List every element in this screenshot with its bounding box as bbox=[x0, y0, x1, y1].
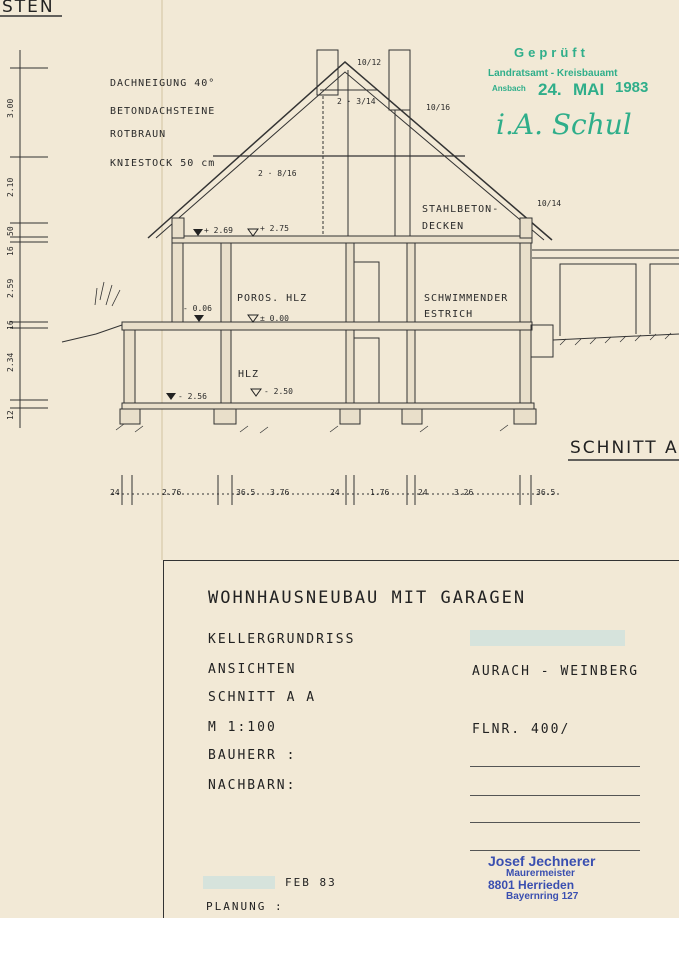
label-stahlbeton: STAHLBETON- bbox=[422, 204, 500, 215]
planung-label: PLANUNG : bbox=[206, 900, 284, 913]
dim-v-3: 50 bbox=[6, 226, 15, 236]
parcel-number: FLNR. 400/ bbox=[472, 722, 571, 737]
dim-h-1: 24 bbox=[110, 488, 120, 497]
chimney-left bbox=[317, 50, 338, 95]
stamp-day: 24. bbox=[538, 80, 562, 99]
dim-v-1: 3.00 bbox=[6, 98, 15, 118]
chimney-right bbox=[389, 50, 410, 110]
item-kellergrundriss: KELLERGRUNDRISS bbox=[208, 632, 356, 647]
level-minus-2-50: - 2.50 bbox=[264, 387, 293, 396]
timber-10-12: 10/12 bbox=[357, 58, 382, 67]
project-title: WOHNHAUSNEUBAU MIT GARAGEN bbox=[208, 588, 527, 608]
item-schnitt: SCHNITT A A bbox=[208, 690, 317, 705]
dim-h-8: 3.26 bbox=[454, 488, 474, 497]
roof-note-tiles: BETONDACHSTEINE bbox=[110, 106, 216, 117]
timber-2-3-14: 2 · 3/14 bbox=[337, 97, 376, 106]
level-plus-2-69: + 2.69 bbox=[204, 226, 233, 235]
dim-h-9: 36.5 bbox=[536, 488, 556, 497]
label-schwimmender: SCHWIMMENDER bbox=[424, 293, 509, 304]
ground-floor-walls bbox=[172, 243, 531, 323]
stamp-title: Geprüft bbox=[514, 45, 589, 60]
location: AURACH - WEINBERG bbox=[472, 664, 640, 679]
redacted-date bbox=[203, 876, 275, 889]
blank-line-4 bbox=[470, 850, 640, 851]
dim-h-6: 1.76 bbox=[370, 488, 390, 497]
level-minus-0-06: - 0.06 bbox=[183, 304, 212, 313]
item-nachbarn: NACHBARN: bbox=[208, 778, 297, 793]
stamp-month: MAI bbox=[573, 80, 605, 99]
corner-text: STEN bbox=[2, 0, 55, 17]
timber-10-14: 10/14 bbox=[537, 199, 562, 208]
foundation bbox=[120, 403, 536, 424]
attic-slab bbox=[172, 236, 532, 243]
dim-v-6: 16 bbox=[6, 320, 15, 330]
approval-stamp bbox=[488, 45, 648, 141]
ground-line bbox=[62, 282, 679, 433]
dim-v-7: 2.34 bbox=[6, 352, 15, 372]
dim-h-2: 2.76 bbox=[162, 488, 182, 497]
dim-v-8: 12 bbox=[6, 410, 15, 420]
planner-title: Maurermeister bbox=[506, 867, 575, 879]
dim-v-2: 2.10 bbox=[6, 177, 15, 197]
planner-stamp bbox=[488, 854, 638, 902]
blank-line-2 bbox=[470, 795, 640, 796]
stamp-city: Ansbach bbox=[492, 84, 526, 93]
dim-v-4: 16 bbox=[6, 246, 15, 256]
section-label: SCHNITT A bbox=[570, 438, 679, 458]
item-ansichten: ANSICHTEN bbox=[208, 662, 297, 677]
planner-street: Bayernring 127 bbox=[506, 890, 579, 902]
timber-2-8-16: 2 · 8/16 bbox=[258, 169, 297, 178]
ground-floor-slab bbox=[122, 322, 532, 330]
level-pm-0-00: ± 0.00 bbox=[260, 314, 289, 323]
dim-h-5: 24 bbox=[330, 488, 340, 497]
stamp-office: Landratsamt - Kreisbauamt bbox=[488, 68, 618, 79]
dim-v-5: 2.59 bbox=[6, 278, 15, 298]
plan-date: FEB 83 bbox=[285, 876, 337, 889]
label-estrich: ESTRICH bbox=[424, 309, 474, 320]
planner-name: Josef Jechnerer bbox=[488, 853, 596, 869]
label-poros-hlz: POROS. HLZ bbox=[237, 293, 308, 304]
dim-h-7: 24 bbox=[418, 488, 428, 497]
stamp-year: 1983 bbox=[615, 79, 649, 96]
dim-h-4: 3.76 bbox=[270, 488, 290, 497]
blank-line-1 bbox=[470, 766, 640, 767]
label-hlz: HLZ bbox=[238, 369, 260, 380]
horizontal-dimension-chain bbox=[110, 475, 560, 505]
level-minus-2-56: - 2.56 bbox=[178, 392, 207, 401]
roof-note-color: ROTBRAUN bbox=[110, 129, 167, 140]
redacted-field bbox=[470, 630, 625, 646]
label-decken: DECKEN bbox=[422, 221, 465, 232]
item-scale: M 1:100 bbox=[208, 720, 277, 735]
vertical-dimension-chain bbox=[6, 50, 48, 428]
roof-note-kniestock: KNIESTOCK 50 cm bbox=[110, 158, 216, 169]
roof-note-pitch: DACHNEIGUNG 40° bbox=[110, 78, 216, 89]
level-plus-2-75: + 2.75 bbox=[260, 224, 289, 233]
planner-city: 8801 Herrieden bbox=[488, 878, 575, 893]
item-bauherr: BAUHERR : bbox=[208, 748, 297, 763]
garage-outline bbox=[532, 250, 679, 336]
dim-h-3: 36.5 bbox=[236, 488, 256, 497]
blank-line-3 bbox=[470, 822, 640, 823]
stamp-signature: i.A. Schul bbox=[496, 108, 632, 141]
timber-10-16: 10/16 bbox=[426, 103, 451, 112]
